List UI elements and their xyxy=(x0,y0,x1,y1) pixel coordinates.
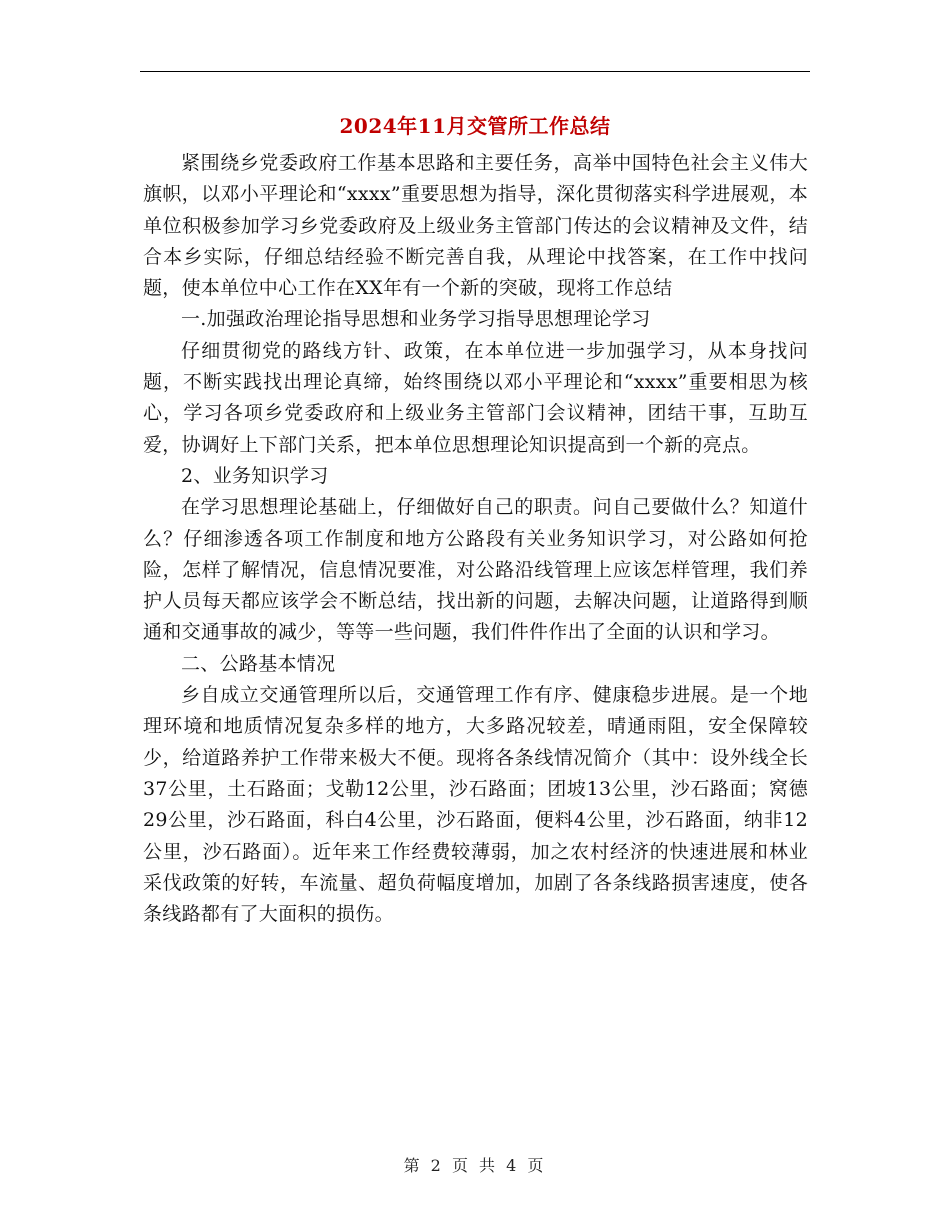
page-number: 第 2 页 共 4 页 xyxy=(403,1156,547,1175)
subsection-heading-2: 2、业务知识学习 xyxy=(181,464,329,487)
document-title: 2024年11月交管所工作总结 xyxy=(339,114,611,138)
intro-paragraph: 紧围绕乡党委政府工作基本思路和主要任务，高举中国特色社会主义伟大旗帜，以邓小平理论和“xxxx”重要思想为指导，深化贯彻落实科学进展观，本单位积极参加学习乡党委政府及上级业务主管部门传达的会议精神及文件，结合本乡实际，仔细总结经验不断完善自我，从理论中找答案，在工作中找问题，使本单位中心工作在XX年有一个新的突破，现将工作总结 xyxy=(143,152,808,300)
document-body xyxy=(143,148,808,930)
subsection-paragraph-2: 在学习思想理论基础上，仔细做好自己的职责。问自己要做什么？知道什么？仔细渗透各项工作制度和地方公路段有关业务知识学习，对公路如何抢险，怎样了解情况，信息情况要准，对公路沿线管理上应该怎样管理，我们养护人员每天都应该学会不断总结，找出新的问题，去解决问题，让道路得到顺通和交通事故的减少，等等一些问题，我们件件作出了全面的认识和学习。 xyxy=(143,496,808,644)
section-paragraph-2: 乡自成立交通管理所以后，交通管理工作有序、健康稳步进展。是一个地理环境和地质情况复杂多样的地方，大多路况较差，晴通雨阻，安全保障较少，给道路养护工作带来极大不便。现将各条线情况简介（其中：设外线全长37公里，土石路面；戈勒12公里，沙石路面；团坡13公里，沙石路面；窝德29公里，沙石路面，科白4公里，沙石路面，便料4公里，沙石路面，纳非12公里，沙石路面）。近年来工作经费较薄弱，加之农村经济的快速进展和林业采伐政策的好转，车流量、超负荷幅度增加，加剧了各条线路损害速度，使各条线路都有了大面积的损伤。 xyxy=(143,684,808,926)
section-paragraph-1: 仔细贯彻党的路线方针、政策，在本单位进一步加强学习，从本身找问题，不断实践找出理论真缔，始终围绕以邓小平理论和“xxxx”重要相思为核心，学习各项乡党委政府和上级业务主管部门会议精神，团结干事，互助互爱，协调好上下部门关系，把本单位思想理论知识提高到一个新的亮点。 xyxy=(143,339,808,456)
section-heading-2: 二、公路基本情况 xyxy=(181,652,336,675)
section-heading-1: 一.加强政治理论指导思想和业务学习指导思想理论学习 xyxy=(181,308,651,331)
header-rule xyxy=(140,71,810,72)
